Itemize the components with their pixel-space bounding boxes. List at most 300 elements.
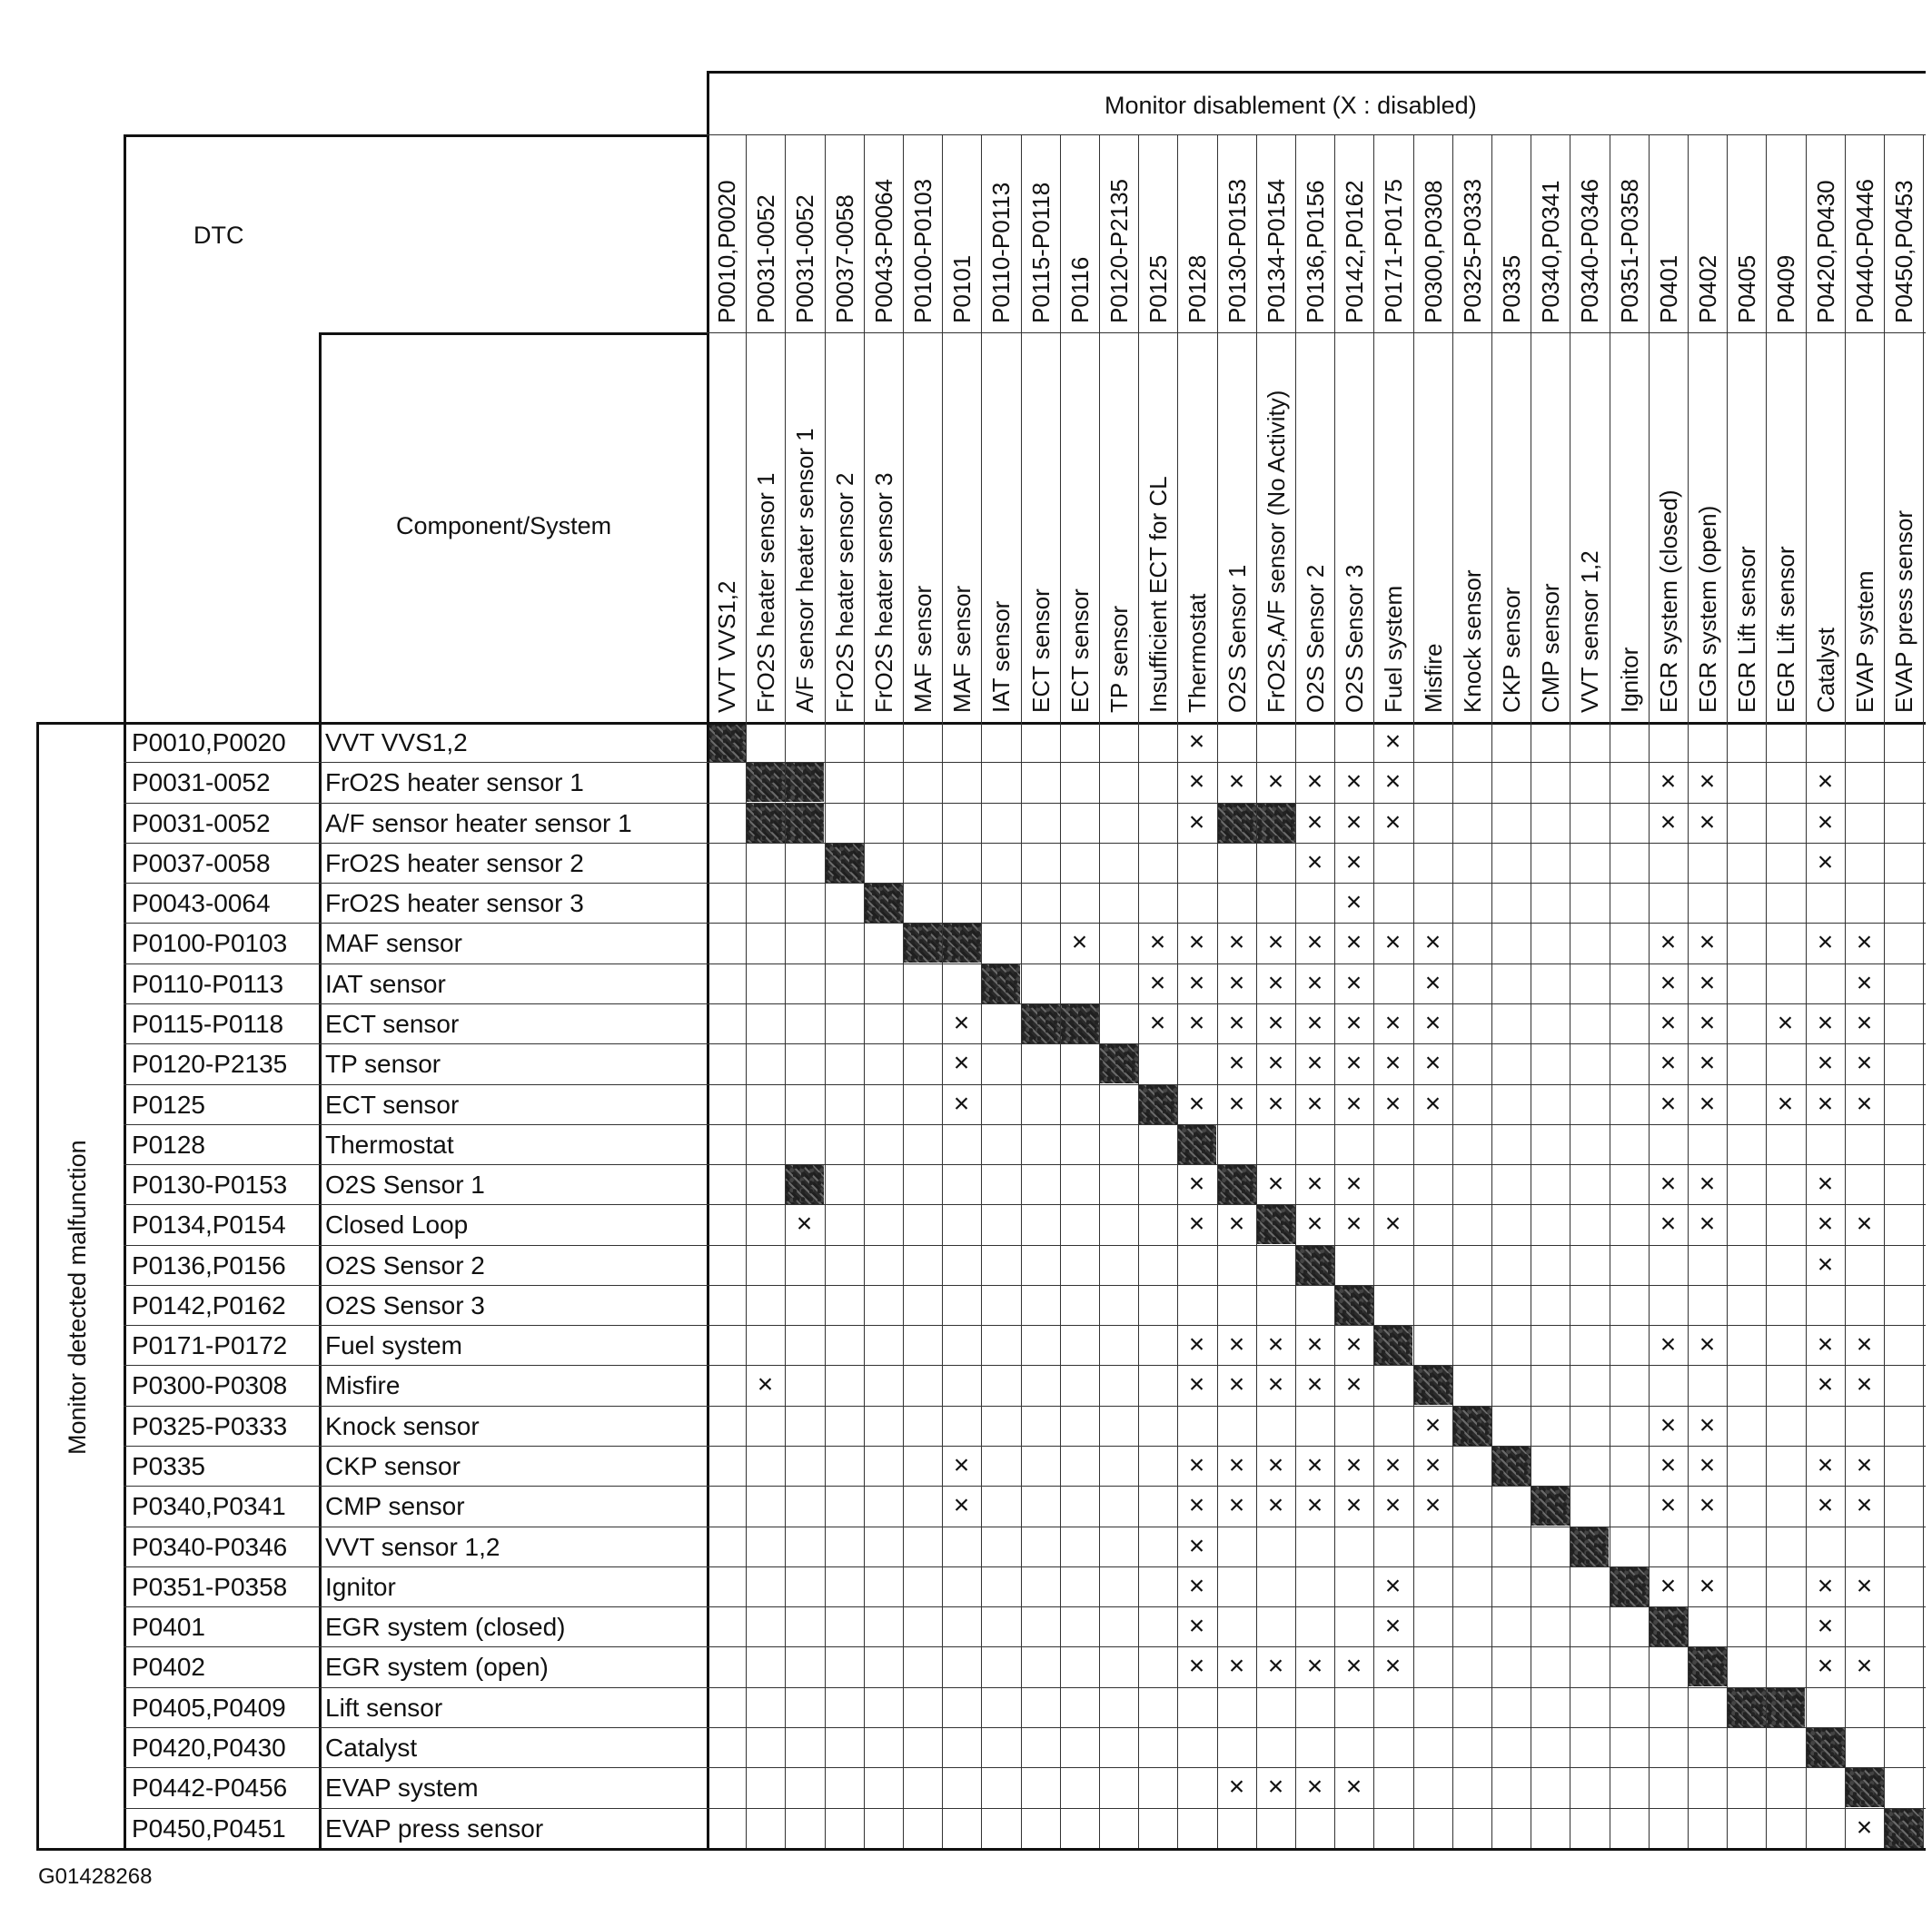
disabled-mark: × (1188, 766, 1205, 796)
column-dtc-label: P0300,P0308 (1420, 180, 1447, 323)
disabled-mark: × (953, 1450, 970, 1480)
row-divider (124, 1043, 1926, 1044)
disabled-mark: × (1817, 766, 1834, 796)
row-component-label: VVT VVS1,2 (325, 728, 468, 756)
disabled-mark: × (1267, 1048, 1284, 1078)
disabled-mark: × (1699, 968, 1716, 998)
shaded-cell (1452, 1406, 1491, 1446)
shaded-cell (1334, 1285, 1373, 1325)
disabled-mark: × (1306, 1008, 1323, 1038)
column-component-label: ECT sensor (1027, 588, 1055, 713)
disabled-mark: × (1384, 726, 1402, 756)
disabled-mark: × (1660, 807, 1677, 837)
row-component-label: IAT sensor (325, 970, 446, 998)
disabled-mark: × (1817, 1369, 1834, 1399)
disabled-mark: × (1267, 1089, 1284, 1119)
disabled-mark: × (757, 1369, 774, 1399)
disabled-mark: × (1660, 927, 1677, 957)
side-label: Monitor detected malfunction (64, 1140, 91, 1455)
disabled-mark: × (1345, 1651, 1362, 1681)
disabled-mark: × (1660, 1329, 1677, 1359)
disabled-mark: × (1856, 968, 1873, 998)
disabled-mark: × (1267, 1329, 1284, 1359)
disabled-mark: × (1660, 1450, 1677, 1480)
column-component-label: EGR system (closed) (1655, 489, 1682, 713)
side-label-left-border (36, 722, 39, 1848)
disabled-mark: × (1228, 1209, 1245, 1239)
disabled-mark: × (1267, 1169, 1284, 1199)
shaded-cell (1531, 1486, 1570, 1526)
disabled-mark: × (1660, 1008, 1677, 1038)
disabled-mark: × (1424, 1410, 1442, 1440)
row-dtc-label: P0405,P0409 (132, 1694, 286, 1722)
disabled-mark: × (1345, 1329, 1362, 1359)
column-dtc-label: P0325-P0333 (1459, 178, 1486, 323)
column-component-label: FrO2S heater sensor 3 (870, 472, 897, 713)
disabled-mark: × (1424, 1048, 1442, 1078)
row-divider (124, 1365, 1926, 1366)
disabled-mark: × (1660, 1490, 1677, 1520)
column-component-label: Ignitor (1616, 647, 1643, 713)
column-dtc-label: P0340,P0341 (1537, 180, 1564, 323)
disabled-mark: × (1699, 1048, 1716, 1078)
disabled-mark: × (1306, 927, 1323, 957)
column-dtc-label: P0142,P0162 (1341, 180, 1368, 323)
disabled-mark: × (1188, 1369, 1205, 1399)
disabled-mark: × (1817, 1611, 1834, 1641)
disabled-mark: × (1817, 927, 1834, 957)
column-dtc-label: P0401 (1655, 254, 1682, 323)
disabled-mark: × (1817, 1250, 1834, 1280)
disabled-mark: × (1149, 968, 1166, 998)
shaded-cell (864, 883, 903, 923)
disabled-mark: × (1856, 1089, 1873, 1119)
disabled-mark: × (1817, 1089, 1834, 1119)
column-dtc-label: P0101 (948, 254, 976, 323)
disabled-mark: × (1188, 968, 1205, 998)
disabled-mark: × (1188, 1089, 1205, 1119)
column-dtc-label: P0043-P0064 (870, 178, 897, 323)
column-component-label: EGR Lift sensor (1772, 546, 1799, 713)
disabled-mark: × (1384, 1450, 1402, 1480)
disabled-mark: × (953, 1089, 970, 1119)
row-dtc-label: P0037-0058 (132, 849, 271, 877)
row-component-label: O2S Sensor 3 (325, 1291, 485, 1319)
disabled-mark: × (1345, 927, 1362, 957)
row-component-label: Misfire (325, 1371, 401, 1399)
disabled-mark: × (1856, 1369, 1873, 1399)
disabled-mark: × (1188, 1611, 1205, 1641)
shaded-cell (1806, 1727, 1845, 1767)
column-divider (825, 134, 826, 1848)
row-divider (124, 1245, 1926, 1246)
row-component-label: CKP sensor (325, 1452, 461, 1480)
row-dtc-label: P0335 (132, 1452, 205, 1480)
disabled-mark: × (1856, 1209, 1873, 1239)
row-divider (124, 1486, 1926, 1487)
column-divider (1099, 134, 1100, 1848)
row-component-label: EVAP system (325, 1774, 479, 1802)
disabled-mark: × (1817, 1329, 1834, 1359)
component-column-left-border (319, 332, 322, 1848)
disabled-mark: × (1699, 1410, 1716, 1440)
row-divider (124, 1687, 1926, 1688)
shaded-cell (1138, 1084, 1177, 1124)
disabled-mark: × (1228, 927, 1245, 957)
column-component-label: CKP sensor (1498, 587, 1525, 713)
row-component-label: MAF sensor (325, 929, 462, 957)
column-divider (942, 134, 943, 1848)
row-dtc-label: P0100-P0103 (132, 929, 288, 957)
column-dtc-label: P0134-P0154 (1263, 178, 1290, 323)
column-dtc-label: P0340-P0346 (1576, 178, 1603, 323)
disabled-mark: × (1384, 1008, 1402, 1038)
row-divider (124, 1325, 1926, 1326)
disabled-mark: × (1856, 1008, 1873, 1038)
shaded-cell (1413, 1365, 1452, 1405)
column-component-label: Misfire (1420, 643, 1447, 713)
row-component-label: ECT sensor (325, 1091, 460, 1119)
row-component-label: TP sensor (325, 1050, 441, 1078)
row-dtc-label: P0043-0064 (132, 889, 271, 917)
row-component-label: EVAP press sensor (325, 1814, 544, 1843)
row-component-label: Catalyst (325, 1734, 418, 1762)
row-component-label: Thermostat (325, 1131, 454, 1159)
disabled-mark: × (1699, 766, 1716, 796)
column-divider (1060, 134, 1061, 1848)
disabled-mark: × (1699, 1490, 1716, 1520)
row-component-label: CMP sensor (325, 1492, 465, 1520)
column-dtc-label: P0335 (1498, 254, 1525, 323)
column-component-label: MAF sensor (948, 585, 976, 713)
disabled-mark: × (1699, 1008, 1716, 1038)
monitor-title-divider (707, 134, 1926, 135)
disabled-mark: × (1267, 927, 1284, 957)
disabled-mark: × (1856, 1651, 1873, 1681)
row-dtc-label: P0115-P0118 (132, 1010, 284, 1038)
disabled-mark: × (1856, 1490, 1873, 1520)
column-divider (1452, 134, 1453, 1848)
disabled-mark: × (1188, 1209, 1205, 1239)
disabled-mark: × (1345, 1209, 1362, 1239)
row-divider (124, 1124, 1926, 1125)
disabled-mark: × (1306, 1772, 1323, 1802)
disabled-mark: × (1306, 1369, 1323, 1399)
column-divider (746, 134, 747, 1848)
row-dtc-label: P0325-P0333 (132, 1412, 288, 1440)
row-dtc-label: P0420,P0430 (132, 1734, 286, 1762)
column-dtc-label: P0010,P0020 (713, 180, 740, 323)
disabled-mark: × (1149, 1008, 1166, 1038)
column-divider (1766, 134, 1767, 1848)
disabled-mark: × (1345, 1089, 1362, 1119)
disabled-mark: × (1188, 1450, 1205, 1480)
row-divider (124, 1446, 1926, 1447)
column-dtc-label: P0125 (1144, 254, 1172, 323)
column-component-label: EGR Lift sensor (1733, 546, 1760, 713)
column-dtc-label: P0031-0052 (791, 194, 818, 323)
disabled-mark: × (1777, 1089, 1794, 1119)
disabled-mark: × (1660, 1169, 1677, 1199)
row-dtc-label: P0110-P0113 (132, 970, 284, 998)
row-divider (124, 1406, 1926, 1407)
row-dtc-label: P0340-P0346 (132, 1533, 288, 1561)
disabled-mark: × (1817, 1008, 1834, 1038)
disabled-mark: × (1228, 1450, 1245, 1480)
disabled-mark: × (1699, 1089, 1716, 1119)
row-dtc-label: P0351-P0358 (132, 1573, 288, 1601)
disabled-mark: × (1384, 1089, 1402, 1119)
column-component-label: O2S Sensor 1 (1224, 564, 1251, 713)
disabled-mark: × (1817, 847, 1834, 877)
row-dtc-label: P0402 (132, 1653, 205, 1681)
disabled-mark: × (1306, 1490, 1323, 1520)
disabled-mark: × (1188, 726, 1205, 756)
column-component-label: ECT sensor (1066, 588, 1094, 713)
row-divider (124, 1727, 1926, 1728)
disabled-mark: × (1071, 927, 1088, 957)
disabled-mark: × (1306, 766, 1323, 796)
column-dtc-label: P0037-0058 (831, 194, 858, 323)
disabled-mark: × (1228, 1651, 1245, 1681)
shaded-cell (981, 964, 1020, 1003)
shaded-cell (1177, 1124, 1216, 1164)
disabled-mark: × (1306, 1089, 1323, 1119)
column-dtc-label: P0116 (1066, 256, 1094, 323)
disabled-mark: × (1345, 1008, 1362, 1038)
disabled-mark: × (1384, 1651, 1402, 1681)
column-component-label: EVAP system (1851, 570, 1878, 713)
row-divider (124, 1285, 1926, 1286)
column-component-label: A/F sensor heater sensor 1 (791, 428, 818, 713)
row-dtc-label: P0340,P0341 (132, 1492, 286, 1520)
disabled-mark: × (1384, 927, 1402, 957)
disabled-mark: × (1817, 1490, 1834, 1520)
disabled-mark: × (1384, 807, 1402, 837)
column-dtc-label: P0031-0052 (752, 194, 779, 323)
column-dtc-label: P0171-P0175 (1380, 178, 1407, 323)
disabled-mark: × (1228, 1490, 1245, 1520)
row-component-label: ECT sensor (325, 1010, 460, 1038)
shaded-cell (1373, 1325, 1412, 1365)
row-divider (124, 1003, 1926, 1004)
shaded-cell (1845, 1767, 1884, 1807)
row-divider (124, 923, 1926, 924)
row-divider (124, 1606, 1926, 1607)
disabled-mark: × (1267, 1772, 1284, 1802)
disabled-mark: × (1699, 1169, 1716, 1199)
disabled-mark: × (1660, 1209, 1677, 1239)
disabled-mark: × (1188, 807, 1205, 837)
column-component-label: IAT sensor (987, 600, 1015, 713)
column-component-label: FrO2S heater sensor 1 (752, 472, 779, 713)
column-divider (785, 134, 786, 1848)
row-dtc-label: P0171-P0172 (132, 1331, 288, 1359)
disabled-mark: × (1817, 1651, 1834, 1681)
column-dtc-label: P0440-P0446 (1851, 178, 1878, 323)
disabled-mark: × (1384, 1571, 1402, 1601)
shaded-cell (1217, 1164, 1256, 1204)
disabled-mark: × (1306, 1651, 1323, 1681)
row-dtc-label: P0125 (132, 1091, 205, 1119)
disabled-mark: × (1660, 968, 1677, 998)
disabled-mark: × (1424, 1089, 1442, 1119)
column-dtc-label: P0405 (1733, 254, 1760, 323)
disabled-mark: × (1267, 968, 1284, 998)
column-component-label: VVT sensor 1,2 (1576, 550, 1603, 713)
disabled-mark: × (1699, 807, 1716, 837)
row-divider (124, 1204, 1926, 1205)
disabled-mark: × (1817, 1450, 1834, 1480)
disabled-mark: × (1306, 968, 1323, 998)
disabled-mark: × (1817, 1048, 1834, 1078)
column-dtc-label: P0130-P0153 (1224, 178, 1251, 323)
row-dtc-label: P0031-0052 (132, 809, 271, 837)
column-component-label: EGR system (open) (1694, 505, 1721, 713)
row-dtc-label: P0134,P0154 (132, 1211, 286, 1239)
row-component-label: EGR system (closed) (325, 1613, 566, 1641)
disabled-mark: × (1345, 847, 1362, 877)
row-dtc-label: P0300-P0308 (132, 1371, 288, 1399)
disabled-mark: × (1384, 1490, 1402, 1520)
disabled-mark: × (1306, 1329, 1323, 1359)
disabled-mark: × (1384, 1611, 1402, 1641)
row-divider (124, 843, 1926, 844)
dtc-header-top-border (124, 134, 707, 137)
disabled-mark: × (1267, 1651, 1284, 1681)
disabled-mark: × (1699, 1209, 1716, 1239)
column-component-label: CMP sensor (1537, 583, 1564, 713)
column-divider (1923, 134, 1924, 1848)
disabled-mark: × (1267, 1450, 1284, 1480)
disabled-mark: × (1856, 927, 1873, 957)
row-component-label: FrO2S heater sensor 1 (325, 768, 584, 796)
column-divider (1491, 134, 1492, 1848)
disabled-mark: × (1424, 927, 1442, 957)
row-dtc-label: P0142,P0162 (132, 1291, 286, 1319)
disabled-mark: × (1384, 1209, 1402, 1239)
row-dtc-label: P0010,P0020 (132, 728, 286, 756)
disabled-mark: × (1345, 1169, 1362, 1199)
shaded-cell (1688, 1646, 1727, 1686)
disabled-mark: × (1817, 807, 1834, 837)
column-divider (903, 134, 904, 1848)
disabled-mark: × (1306, 1048, 1323, 1078)
row-divider (124, 1808, 1926, 1809)
disabled-mark: × (1149, 927, 1166, 957)
column-component-label: FrO2S heater sensor 2 (831, 472, 858, 713)
disabled-mark: × (1306, 1450, 1323, 1480)
disabled-mark: × (1228, 968, 1245, 998)
shaded-cell (825, 843, 864, 883)
disabled-mark: × (1188, 1008, 1205, 1038)
row-divider (124, 1084, 1926, 1085)
shaded-cell (785, 1164, 824, 1204)
monitor-header-left-border (707, 71, 709, 1848)
disabled-mark: × (1188, 1651, 1205, 1681)
column-component-label: FrO2S,A/F sensor (No Activity) (1263, 390, 1290, 713)
component-header: Component/System (396, 512, 612, 539)
disabled-mark: × (1228, 1329, 1245, 1359)
disabled-mark: × (1188, 1169, 1205, 1199)
column-component-label: Knock sensor (1459, 569, 1486, 713)
column-dtc-label: P0110-P0113 (987, 182, 1015, 323)
disabled-mark: × (1856, 1048, 1873, 1078)
disabled-mark: × (1699, 1329, 1716, 1359)
column-dtc-label: P0351-P0358 (1616, 178, 1643, 323)
row-component-label: VVT sensor 1,2 (325, 1533, 500, 1561)
disabled-mark: × (1856, 1813, 1873, 1843)
disabled-mark: × (1856, 1329, 1873, 1359)
row-divider (124, 1646, 1926, 1647)
disabled-mark: × (953, 1008, 970, 1038)
disabled-mark: × (1188, 1329, 1205, 1359)
disabled-mark: × (1384, 766, 1402, 796)
column-dtc-label: P0120-P2135 (1105, 178, 1133, 323)
row-dtc-label: P0450,P0451 (132, 1814, 286, 1843)
disabled-mark: × (1817, 1169, 1834, 1199)
row-divider (124, 1164, 1926, 1165)
disabled-mark: × (1306, 807, 1323, 837)
disabled-mark: × (1424, 968, 1442, 998)
column-dtc-label: P0100-P0103 (909, 178, 936, 323)
column-component-label: Insufficient ECT for CL (1144, 476, 1172, 713)
row-dtc-label: P0442-P0456 (132, 1774, 288, 1802)
column-divider (1021, 134, 1022, 1848)
column-divider (1884, 134, 1885, 1848)
column-dtc-label: P0450,P0453 (1890, 180, 1917, 323)
column-dtc-label: P0136,P0156 (1302, 180, 1329, 323)
row-component-label: O2S Sensor 1 (325, 1171, 485, 1199)
row-component-label: FrO2S heater sensor 2 (325, 849, 584, 877)
shaded-cell (1256, 1204, 1295, 1244)
disabled-mark: × (1306, 1169, 1323, 1199)
shaded-cell (1295, 1245, 1334, 1285)
row-dtc-label: P0401 (132, 1613, 205, 1641)
dtc-column-left-border (124, 134, 126, 1848)
shaded-cell (1610, 1566, 1649, 1606)
disabled-mark: × (1856, 1450, 1873, 1480)
disabled-mark: × (1345, 807, 1362, 837)
disabled-mark: × (1345, 1772, 1362, 1802)
row-component-label: FrO2S heater sensor 3 (325, 889, 584, 917)
column-dtc-label: P0128 (1184, 254, 1211, 323)
column-dtc-label: P0115-P0118 (1027, 182, 1055, 323)
shaded-cell (1491, 1446, 1531, 1486)
column-component-label: Catalyst (1812, 628, 1839, 713)
column-component-label: O2S Sensor 2 (1302, 564, 1329, 713)
disabled-mark: × (1228, 1008, 1245, 1038)
figure-id: G01428268 (38, 1864, 153, 1889)
disabled-mark: × (1228, 766, 1245, 796)
column-component-label: Thermostat (1184, 593, 1211, 713)
row-dtc-label: P0136,P0156 (132, 1251, 286, 1280)
component-header-top-border (319, 332, 707, 335)
row-divider (124, 803, 1926, 804)
disabled-mark: × (1267, 766, 1284, 796)
disabled-mark: × (1660, 1410, 1677, 1440)
body-bottom-border (36, 1848, 1926, 1851)
disabled-mark: × (1424, 1490, 1442, 1520)
row-component-label: O2S Sensor 2 (325, 1251, 485, 1280)
row-component-label: Closed Loop (325, 1211, 469, 1239)
disabled-mark: × (1345, 766, 1362, 796)
disabled-mark: × (1660, 766, 1677, 796)
monitor-header-top-border (707, 71, 1926, 74)
row-divider (124, 1566, 1926, 1567)
disabled-mark: × (1228, 1369, 1245, 1399)
shaded-cell (1099, 1043, 1138, 1083)
